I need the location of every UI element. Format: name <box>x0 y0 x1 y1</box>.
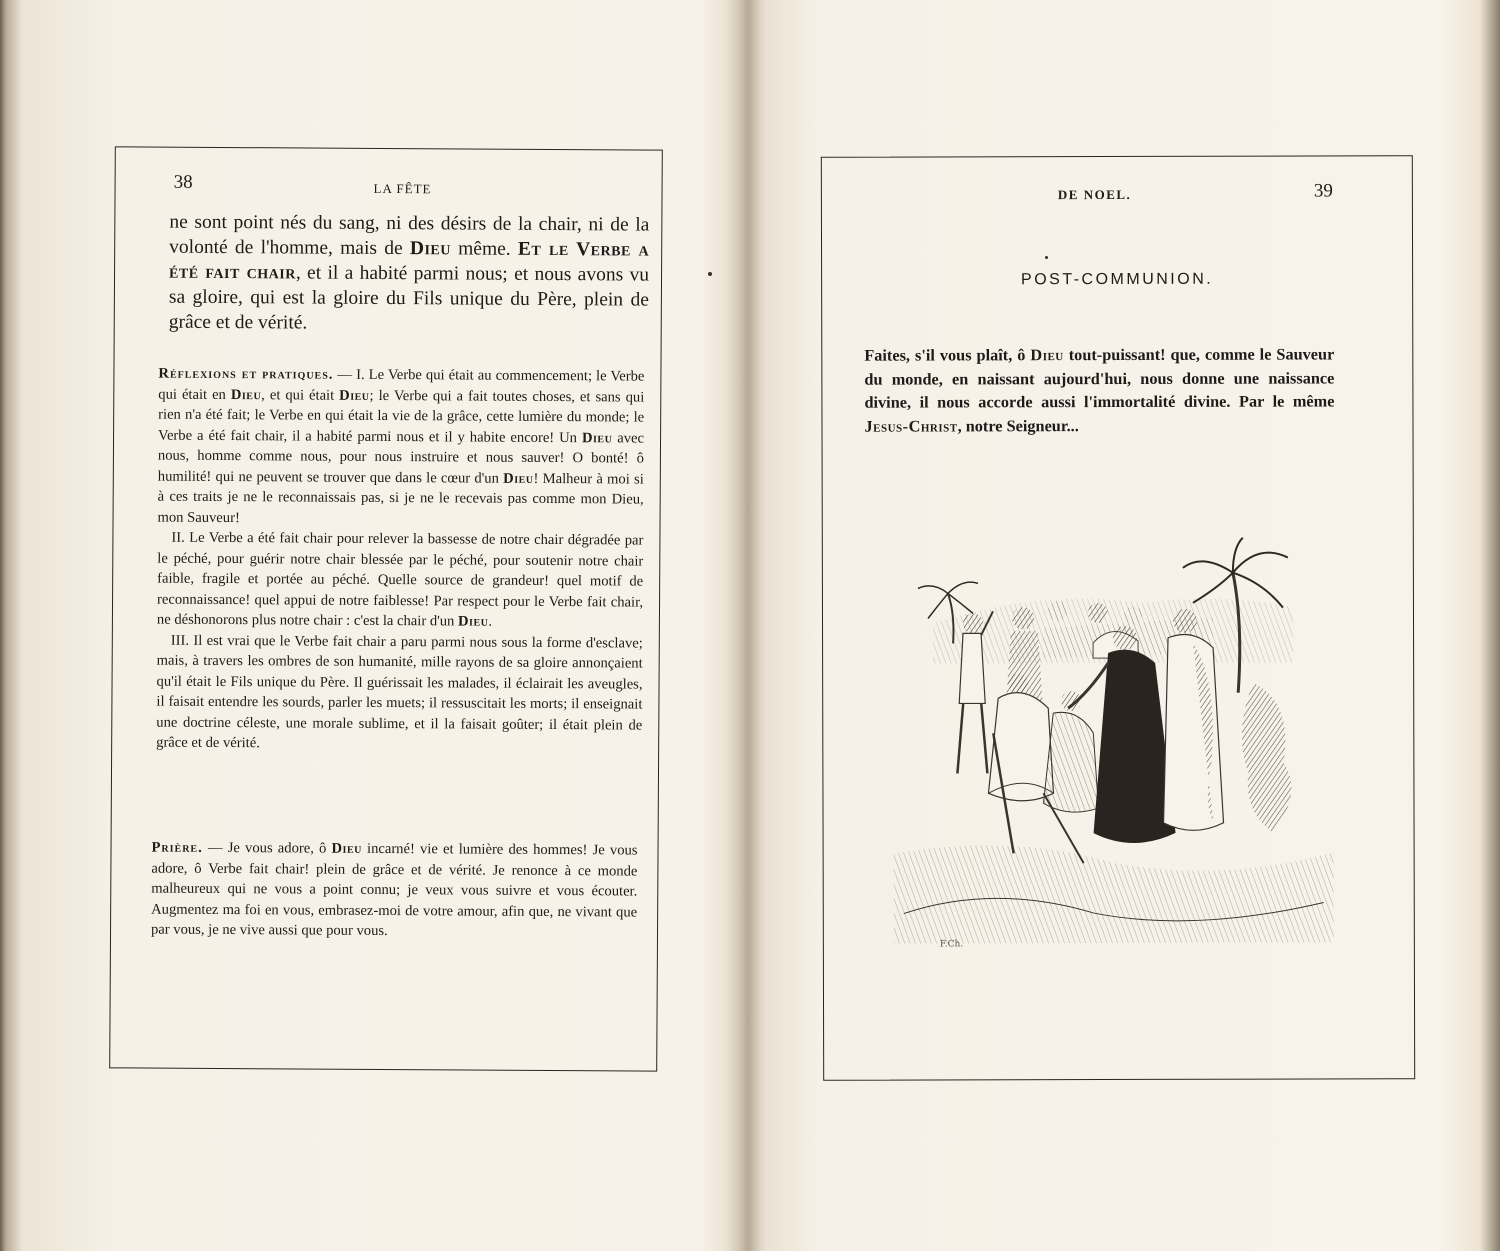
post-communion-prayer <box>864 342 1334 437</box>
left-page-frame <box>109 146 663 1071</box>
ink-speck <box>708 272 712 276</box>
reflexions-paragraph-2 <box>157 528 644 633</box>
reflexions-paragraph-1 <box>157 364 644 531</box>
reflexions-dieu-5: Dieu <box>457 613 489 630</box>
gospel-text-2: même. <box>450 238 519 260</box>
priere-b: incarné! vie et lumière des hommes! Je vous adore, ô Verbe fait chair! plein de grâce et de vérité. Je renonce à ce monde malheureux qui ne vous a point connu; je veux vous suivre et vous écouter. Augmentez ma foi en vous, embrasez-moi de votre amour, afin que, ne vivant que par vous, je ne vive aussi que pour vous. <box>150 840 638 940</box>
reflexions-p1-b: , et qui était <box>261 386 340 404</box>
reflexions-p1-a: — I. Le Verbe qui était au commencement; le Verbe qui était en <box>158 366 645 403</box>
section-heading: POST-COMMUNION. <box>1020 270 1214 289</box>
gospel-text-3: , et il a habité parmi nous; et nous avons vu sa gloire, qui est la gloire du Fils unique du Père, plein de grâce et de vérité. <box>168 262 650 334</box>
running-head-left: LA FÊTE <box>373 180 432 197</box>
running-head-right: DE NOEL. <box>1057 186 1132 203</box>
prayer-b: tout-puissant! que, comme le Sauveur du monde, en naissant aujourd'hui, nous donne une naissance divine, il nous accorde aussi l'immortalité divine. Par le même <box>864 344 1335 412</box>
gospel-dieu: Dieu <box>409 238 451 260</box>
reflexions-p2-b: . <box>488 613 493 630</box>
reflexions-dieu-1: Dieu <box>230 386 262 403</box>
engraving-illustration <box>893 532 1334 943</box>
ink-speck <box>1045 256 1048 259</box>
page-number-left: 38 <box>173 171 193 193</box>
page-number-right: 39 <box>1313 180 1333 202</box>
book-gutter <box>726 0 766 1251</box>
prayer-a: Faites, s'il vous plaît, ô <box>864 345 1031 365</box>
priere-label: Prière. <box>151 839 203 856</box>
gospel-text <box>169 210 650 338</box>
prayer-dieu: Dieu <box>1030 345 1064 365</box>
reflexions-p1-e: ! Malheur à moi si à ces traits je ne le reconnaissais pas, si je ne le recevais pas comme mon Dieu, mon Sauveur! <box>157 470 644 526</box>
reflexions-dieu-2: Dieu <box>339 387 370 404</box>
reflexions-dieu-4: Dieu <box>503 470 534 487</box>
gospel-text-1: ne sont point nés du sang, ni des désirs de la chair, ni de la volonté de l'homme, mais de <box>169 211 650 260</box>
prayer-jesus-christ: Jesus-Christ <box>864 415 958 436</box>
reflexions-dieu-3: Dieu <box>581 429 613 446</box>
reflexions-p1-c: ; le Verbe qui a fait toutes choses, et sans qui rien n'a été fait; le Verbe en qui était la vie de la grâce, cette lumière du monde; le Verbe a été fait chair, il a habité parmi nous et il y habite encore! Un <box>158 387 645 446</box>
reflexions-label: Réflexions et pratiques. <box>158 365 334 383</box>
priere-a: — Je vous adore, ô <box>202 839 332 857</box>
reflexions-p2-a: II. Le Verbe a été fait chair pour relever la bassesse de notre chair dégradée par le péché, pour guérir notre chair blessée par le péché, pour soutenir notre chair faible, fragile et portée au péché. Quelle source de grandeur! quel motif de reconnaissance! quel appui de notre faiblesse! Par respect pour le Verbe fait chair, ne déshonorons plus notre chair : c'est la chair d'un <box>156 529 644 630</box>
engraving-signature: F.Ch. <box>939 939 964 950</box>
priere-section <box>151 838 638 943</box>
gospel-verbe-phrase: Et le Verbe a été fait chair <box>168 238 650 284</box>
prayer-c: , notre Seigneur... <box>957 415 1079 435</box>
reflexions-p1-d: avec nous, homme comme nous, pour nous instruire et nous sauver! O bonté! ô humilité! qui ne peuvent se trouver que dans le cœur d'un <box>157 429 645 487</box>
reflexions-section <box>156 364 644 756</box>
right-page-frame <box>821 155 1415 1081</box>
priere-dieu: Dieu <box>331 840 362 857</box>
reflexions-paragraph-3: III. Il est vrai que le Verbe fait chair a paru parmi nous sous la forme d'esclave; mais, à travers les ombres de son humanité, mille rayons de sa gloire annonçaient qu'il était le Fils unique du Père. Il guérissait les malades, il éclairait les aveugles, il faisait entendre les sourds, parler les muets; il ressuscitait les morts; il enseignait une doctrine céleste, une morale sublime, et il la faisait goûter; il était plein de grâce et de vérité. <box>156 632 643 752</box>
